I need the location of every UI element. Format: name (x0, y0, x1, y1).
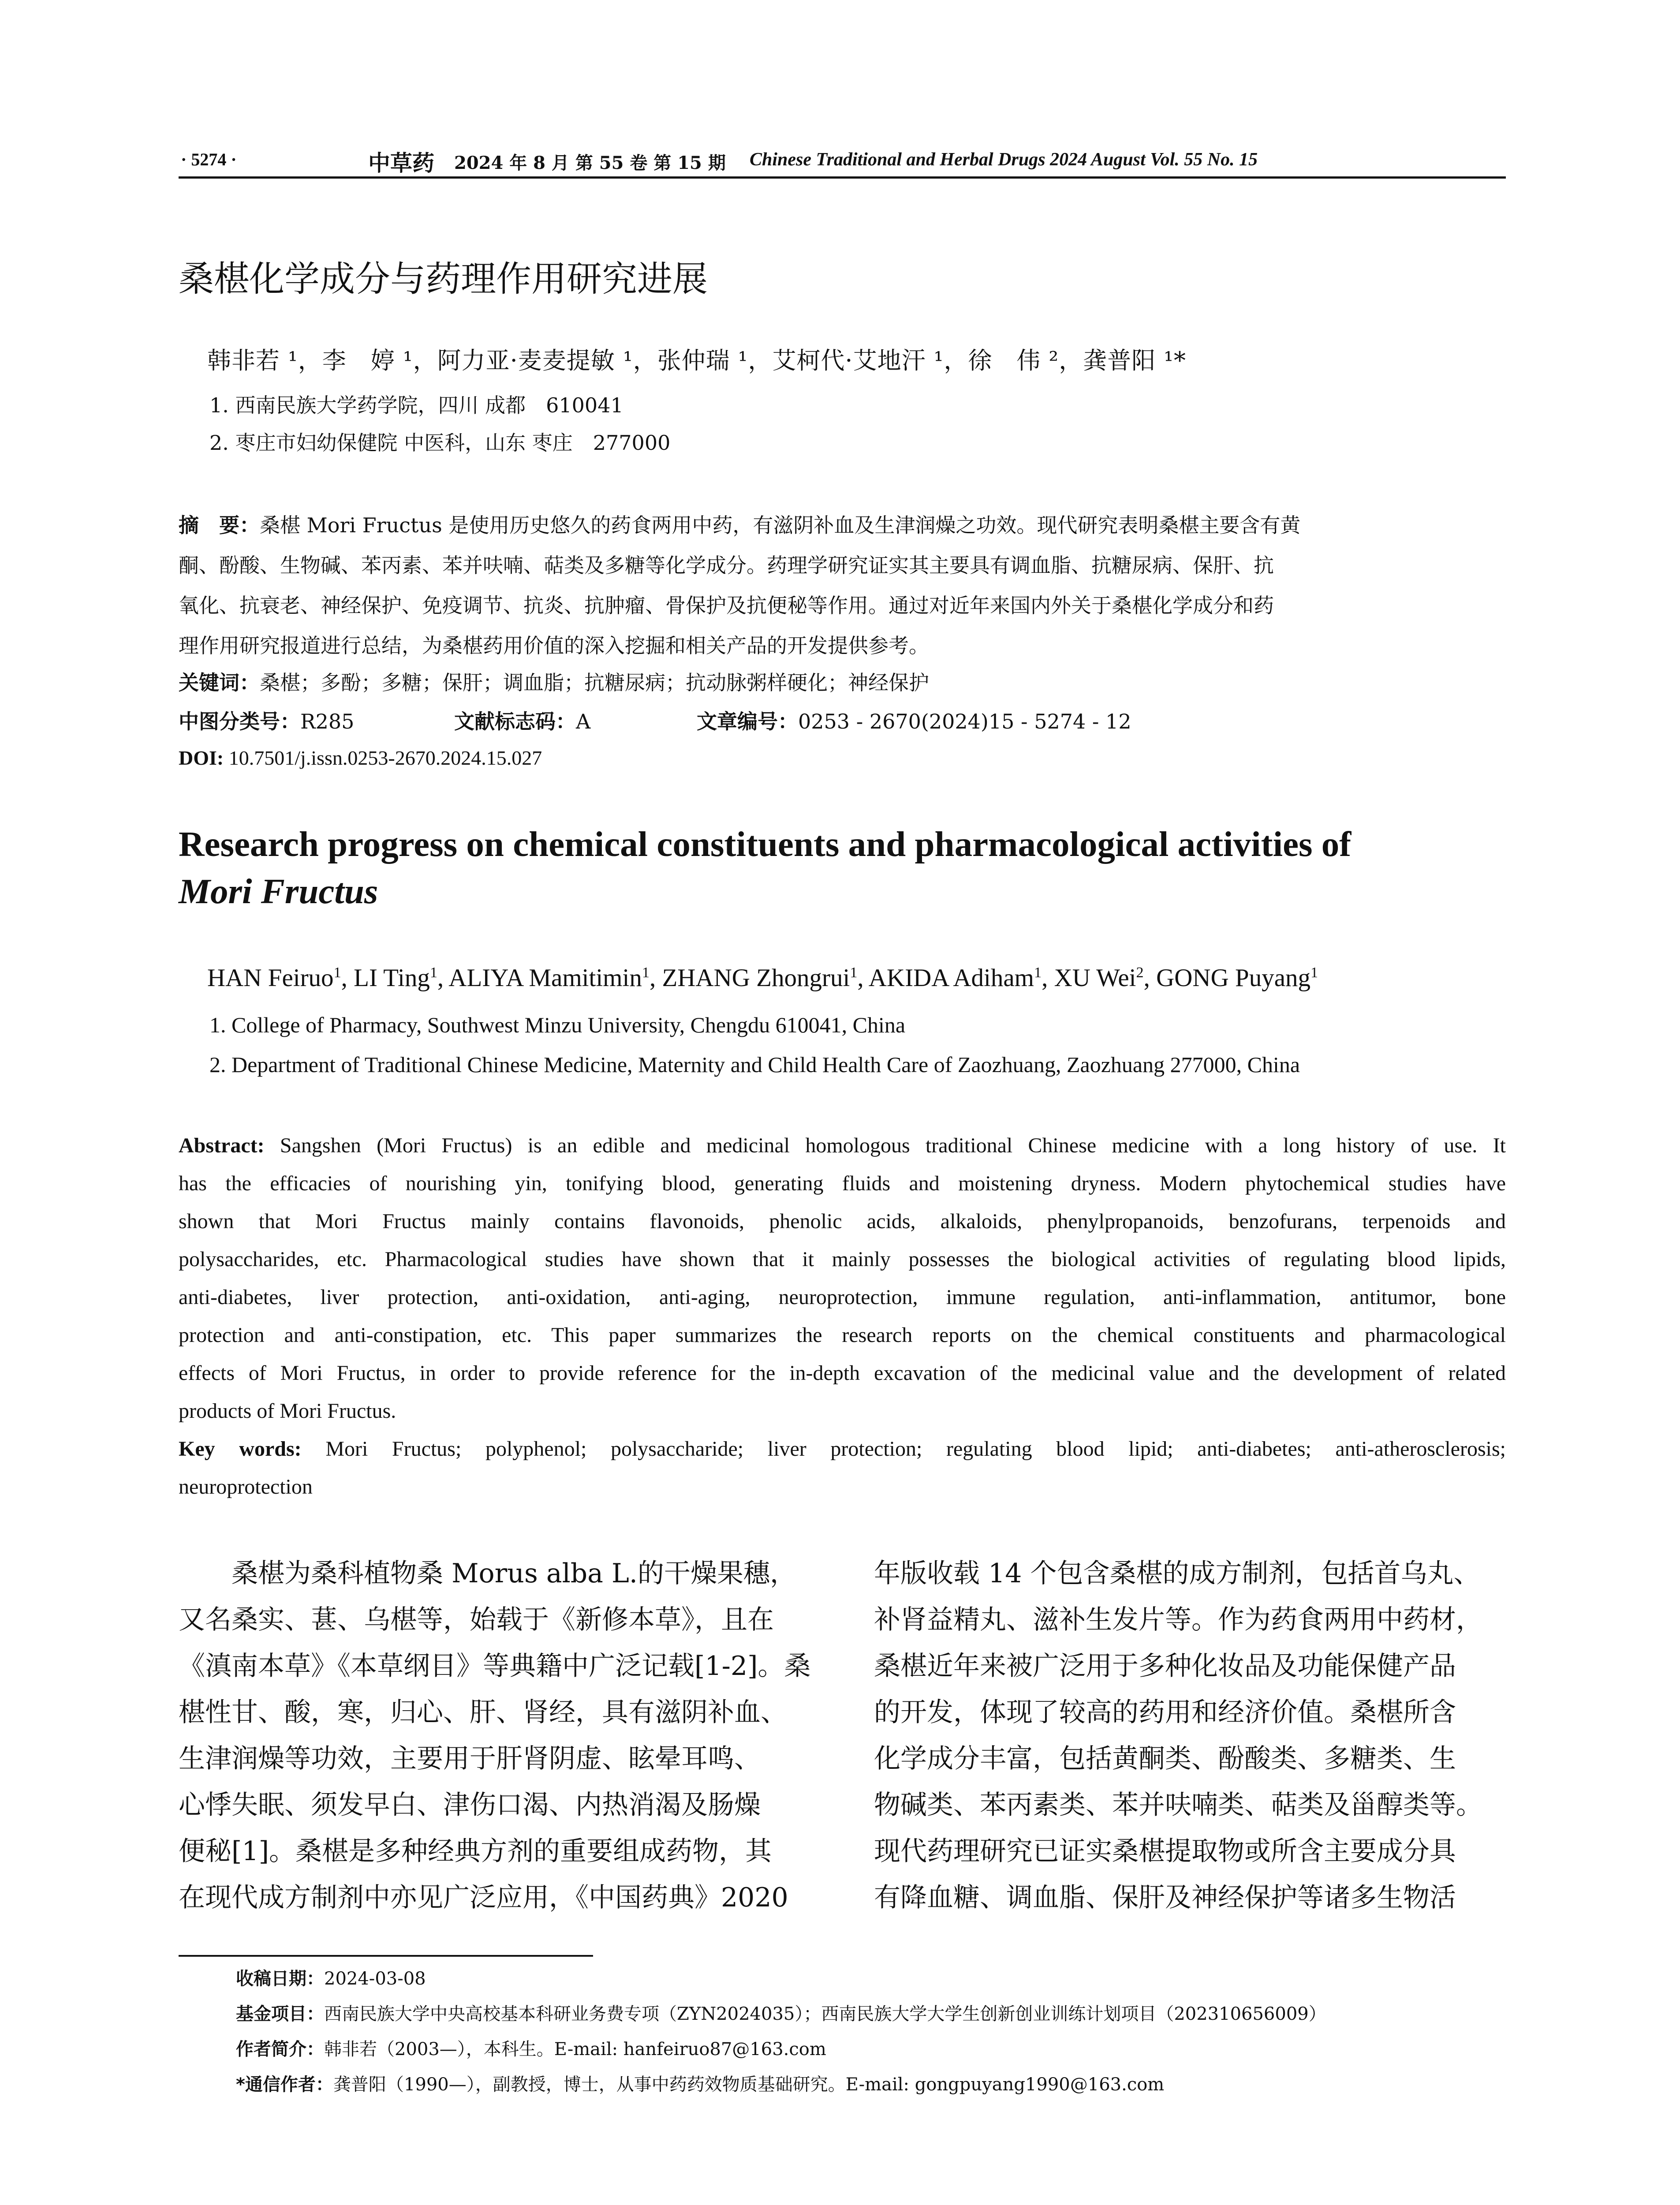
body-line: 《滇南本草》《本草纲目》等典籍中广泛记载[1-2]。桑 (179, 1651, 811, 1682)
abstract-en-line: effects of Mori Fructus, in order to provide reference for the in-depth excavation of the medicinal value and the development of related (179, 1361, 1506, 1385)
author-en: GONG Puyang (1156, 964, 1311, 992)
footnote-label: 收稿日期： (236, 1969, 324, 1989)
authors-cn: 韩非若 ¹，李 婷 ¹，阿力亚·麦麦提敏 ¹，张仲瑞 ¹，艾柯代·艾地汗 ¹，徐 伟 ²，龚普阳 ¹* (207, 347, 1187, 374)
article-number-label: 文章编号： (697, 710, 798, 733)
abstract-cn-line: 酮、酚酸、生物碱、苯丙素、苯并呋喃、萜类及多糖等化学成分。药理学研究证实其主要具有调血脂、抗糖尿病、保肝、抗 (179, 553, 1274, 577)
footnote-text: 韩非若（2003—），本科生。E-mail: hanfeiruo87@163.com (324, 2039, 826, 2059)
abstract-cn-label: 摘 要： (179, 513, 260, 537)
abstract-en-line: has the efficacies of nourishing yin, tonifying blood, generating fluids and moistening dryness. Modern phytochemical studies have (179, 1172, 1506, 1195)
abstract-cn-line: 理作用研究报道进行总结，为桑椹药用价值的深入挖掘和相关产品的开发提供参考。 (179, 634, 929, 658)
author-aff-mark: 1 (850, 964, 858, 981)
header-rule (179, 176, 1506, 179)
keywords-cn-label: 关键词： (179, 671, 260, 695)
body-line: 椹性甘、酸，寒，归心、肝、肾经，具有滋阴补血、 (179, 1697, 787, 1728)
affiliation-en-2: 2. Department of Traditional Chinese Medicine, Maternity and Child Health Care of Zaozhuang, Zaozhuang 277000, China (209, 1052, 1300, 1077)
clc-value: R285 (300, 710, 355, 733)
author-en: ALIYA Mamitimin (448, 964, 642, 992)
abstract-en-line: protection and anti-constipation, etc. This paper summarizes the research reports on the chemical constituents and pharmacological (179, 1323, 1506, 1347)
clc-label: 中图分类号： (179, 710, 300, 733)
body-line: 心悸失眠、须发早白、津伤口渴、内热消渴及肠燥 (179, 1790, 761, 1820)
author-aff-mark: 1 (1310, 964, 1318, 981)
keywords-en-line (179, 1437, 1506, 1461)
article-title-en-line1: Research progress on chemical constituents and pharmacological activities of (179, 824, 1351, 864)
affiliation-cn-1: 1. 西南民族大学药学院，四川 成都 610041 (209, 393, 623, 417)
body-line: 桑椹近年来被广泛用于多种化妆品及功能保健产品 (874, 1651, 1456, 1682)
author-en: XU Wei (1054, 964, 1136, 992)
abstract-en-line (179, 1133, 1506, 1158)
keywords-en-text: Mori Fructus; polyphenol; polysaccharide; liver protection; regulating blood lipid; anti-diabetes; anti-atherosclerosis; (325, 1437, 1506, 1461)
authors-en: HAN Feiruo$^1$, LI Ting$^1$, ALIYA Mamitimin$^1$, ZHANG Zhongrui$^1$, AKIDA Adiham$^1$, XU Wei$^2$, GONG Puyang$^1$ (207, 964, 1318, 992)
author-aff-mark: 1 (333, 964, 341, 981)
author-en: AKIDA Adiham (868, 964, 1034, 992)
footnote-label: *通信作者： (236, 2074, 333, 2095)
body-line: 的开发，体现了较高的药用和经济价值。桑椹所含 (874, 1697, 1456, 1728)
author-aff-mark: 2 (1136, 964, 1144, 981)
abstract-en-line: shown that Mori Fructus mainly contains flavonoids, phenolic acids, alkaloids, phenylpropanoids, benzofurans, terpenoids and (179, 1210, 1506, 1233)
doc-code-label: 文献标志码： (454, 710, 576, 733)
keywords-en-label: Key words: (179, 1437, 302, 1461)
footnote-text: 龚普阳（1990—），副教授，博士，从事中药药效物质基础研究。E-mail: gongpuyang1990@163.com (333, 2074, 1165, 2095)
author-aff-mark: 1 (642, 964, 650, 981)
footnote-received (236, 1965, 426, 1990)
abstract-en-text: Sangshen (Mori Fructus) is an edible and medicinal homologous traditional Chinese medicine with a long history of use. It (280, 1134, 1506, 1157)
affiliation-cn-2: 2. 枣庄市妇幼保健院 中医科，山东 枣庄 277000 (209, 431, 671, 455)
body-line: 便秘[1]。桑椹是多种经典方剂的重要组成药物，其 (179, 1836, 772, 1867)
body-line: 有降血糖、调血脂、保肝及神经保护等诸多生物活 (874, 1882, 1456, 1913)
body-line: 化学成分丰富，包括黄酮类、酚酸类、多糖类、生 (874, 1743, 1456, 1774)
footnote-corresponding (236, 2070, 1164, 2096)
abstract-en-line: products of Mori Fructus. (179, 1399, 396, 1423)
footnote-label: 作者简介： (236, 2039, 324, 2059)
body-line: 在现代成方制剂中亦见广泛应用，《中国药典》2020 (179, 1882, 788, 1913)
body-line: 补肾益精丸、滋补生发片等。作为药食两用中药材， (874, 1604, 1482, 1635)
page-number: · 5274 · (181, 149, 237, 169)
body-line: 现代药理研究已证实桑椹提取物或所含主要成分具 (874, 1836, 1456, 1867)
issue-info-en: Chinese Traditional and Herbal Drugs 2024 August Vol. 55 No. 15 (750, 149, 1258, 170)
keywords-cn-text: 桑椹；多酚；多糖；保肝；调血脂；抗糖尿病；抗动脉粥样硬化；神经保护 (260, 671, 929, 695)
body-line: 生津润燥等功效，主要用于肝肾阴虚、眩晕耳鸣、 (179, 1743, 761, 1774)
keywords-en-line: neuroprotection (179, 1475, 313, 1499)
footnote-text: 西南民族大学中央高校基本科研业务费专项（ZYN2024035）；西南民族大学大学生创新创业训练计划项目（202310656009） (324, 2004, 1326, 2024)
abstract-cn-line: 桑椹 Mori Fructus 是使用历史悠久的药食两用中药，有滋阴补血及生津润燥之功效。现代研究表明桑椹主要含有黄 (260, 513, 1301, 537)
footnote-text: 2024-03-08 (324, 1969, 426, 1989)
affiliation-en-1: 1. College of Pharmacy, Southwest Minzu University, Chengdu 610041, China (209, 1013, 906, 1037)
doc-code-value: A (576, 710, 591, 733)
abstract-en-line: anti-diabetes, liver protection, anti-oxidation, anti-aging, neuroprotection, immune regulation, anti-inflammation, antitumor, bone (179, 1286, 1506, 1309)
author-en: HAN Feiruo (207, 964, 334, 992)
author-aff-mark: 1 (429, 964, 437, 981)
author-en: ZHANG Zhongrui (662, 964, 850, 992)
author-aff-mark: 1 (1034, 964, 1042, 981)
doi-label: DOI: (179, 747, 224, 769)
body-line: 年版收载 14 个包含桑椹的成方制剂，包括首乌丸、 (874, 1558, 1480, 1589)
abstract-cn-line: 氧化、抗衰老、神经保护、免疫调节、抗炎、抗肿瘤、骨保护及抗便秘等作用。通过对近年来国内外关于桑椹化学成分和药 (179, 594, 1274, 617)
article-title-en-line2: Mori Fructus (179, 871, 378, 911)
journal-name-cn: 中草药 (368, 150, 434, 176)
body-line: 物碱类、苯丙素类、苯并呋喃类、萜类及甾醇类等。 (874, 1790, 1482, 1820)
footnote-author-bio (236, 2035, 826, 2060)
article-number-value: 0253 - 2670(2024)15 - 5274 - 12 (798, 710, 1131, 733)
abstract-en-label: Abstract: (179, 1134, 265, 1157)
footnote-label: 基金项目： (236, 2004, 324, 2024)
footnote-rule (179, 1955, 593, 1957)
footnote-fund (236, 2000, 1326, 2025)
doi-value[interactable]: 10.7501/j.issn.0253-2670.2024.15.027 (228, 747, 542, 769)
keywords-cn (179, 667, 929, 696)
issue-info-cn: 2024 年 8 月 第 55 卷 第 15 期 (454, 153, 726, 173)
doi (179, 746, 542, 770)
body-line: 桑椹为桑科植物桑 Morus alba L.的干燥果穗， (179, 1558, 796, 1589)
abstract-en-line: polysaccharides, etc. Pharmacological studies have shown that it mainly possesses the biological activities of regulating blood lipids, (179, 1248, 1506, 1271)
article-title-cn: 桑椹化学成分与药理作用研究进展 (179, 258, 708, 299)
body-line: 又名桑实、葚、乌椹等，始载于《新修本草》，且在 (179, 1604, 774, 1635)
author-en: LI Ting (354, 964, 430, 992)
